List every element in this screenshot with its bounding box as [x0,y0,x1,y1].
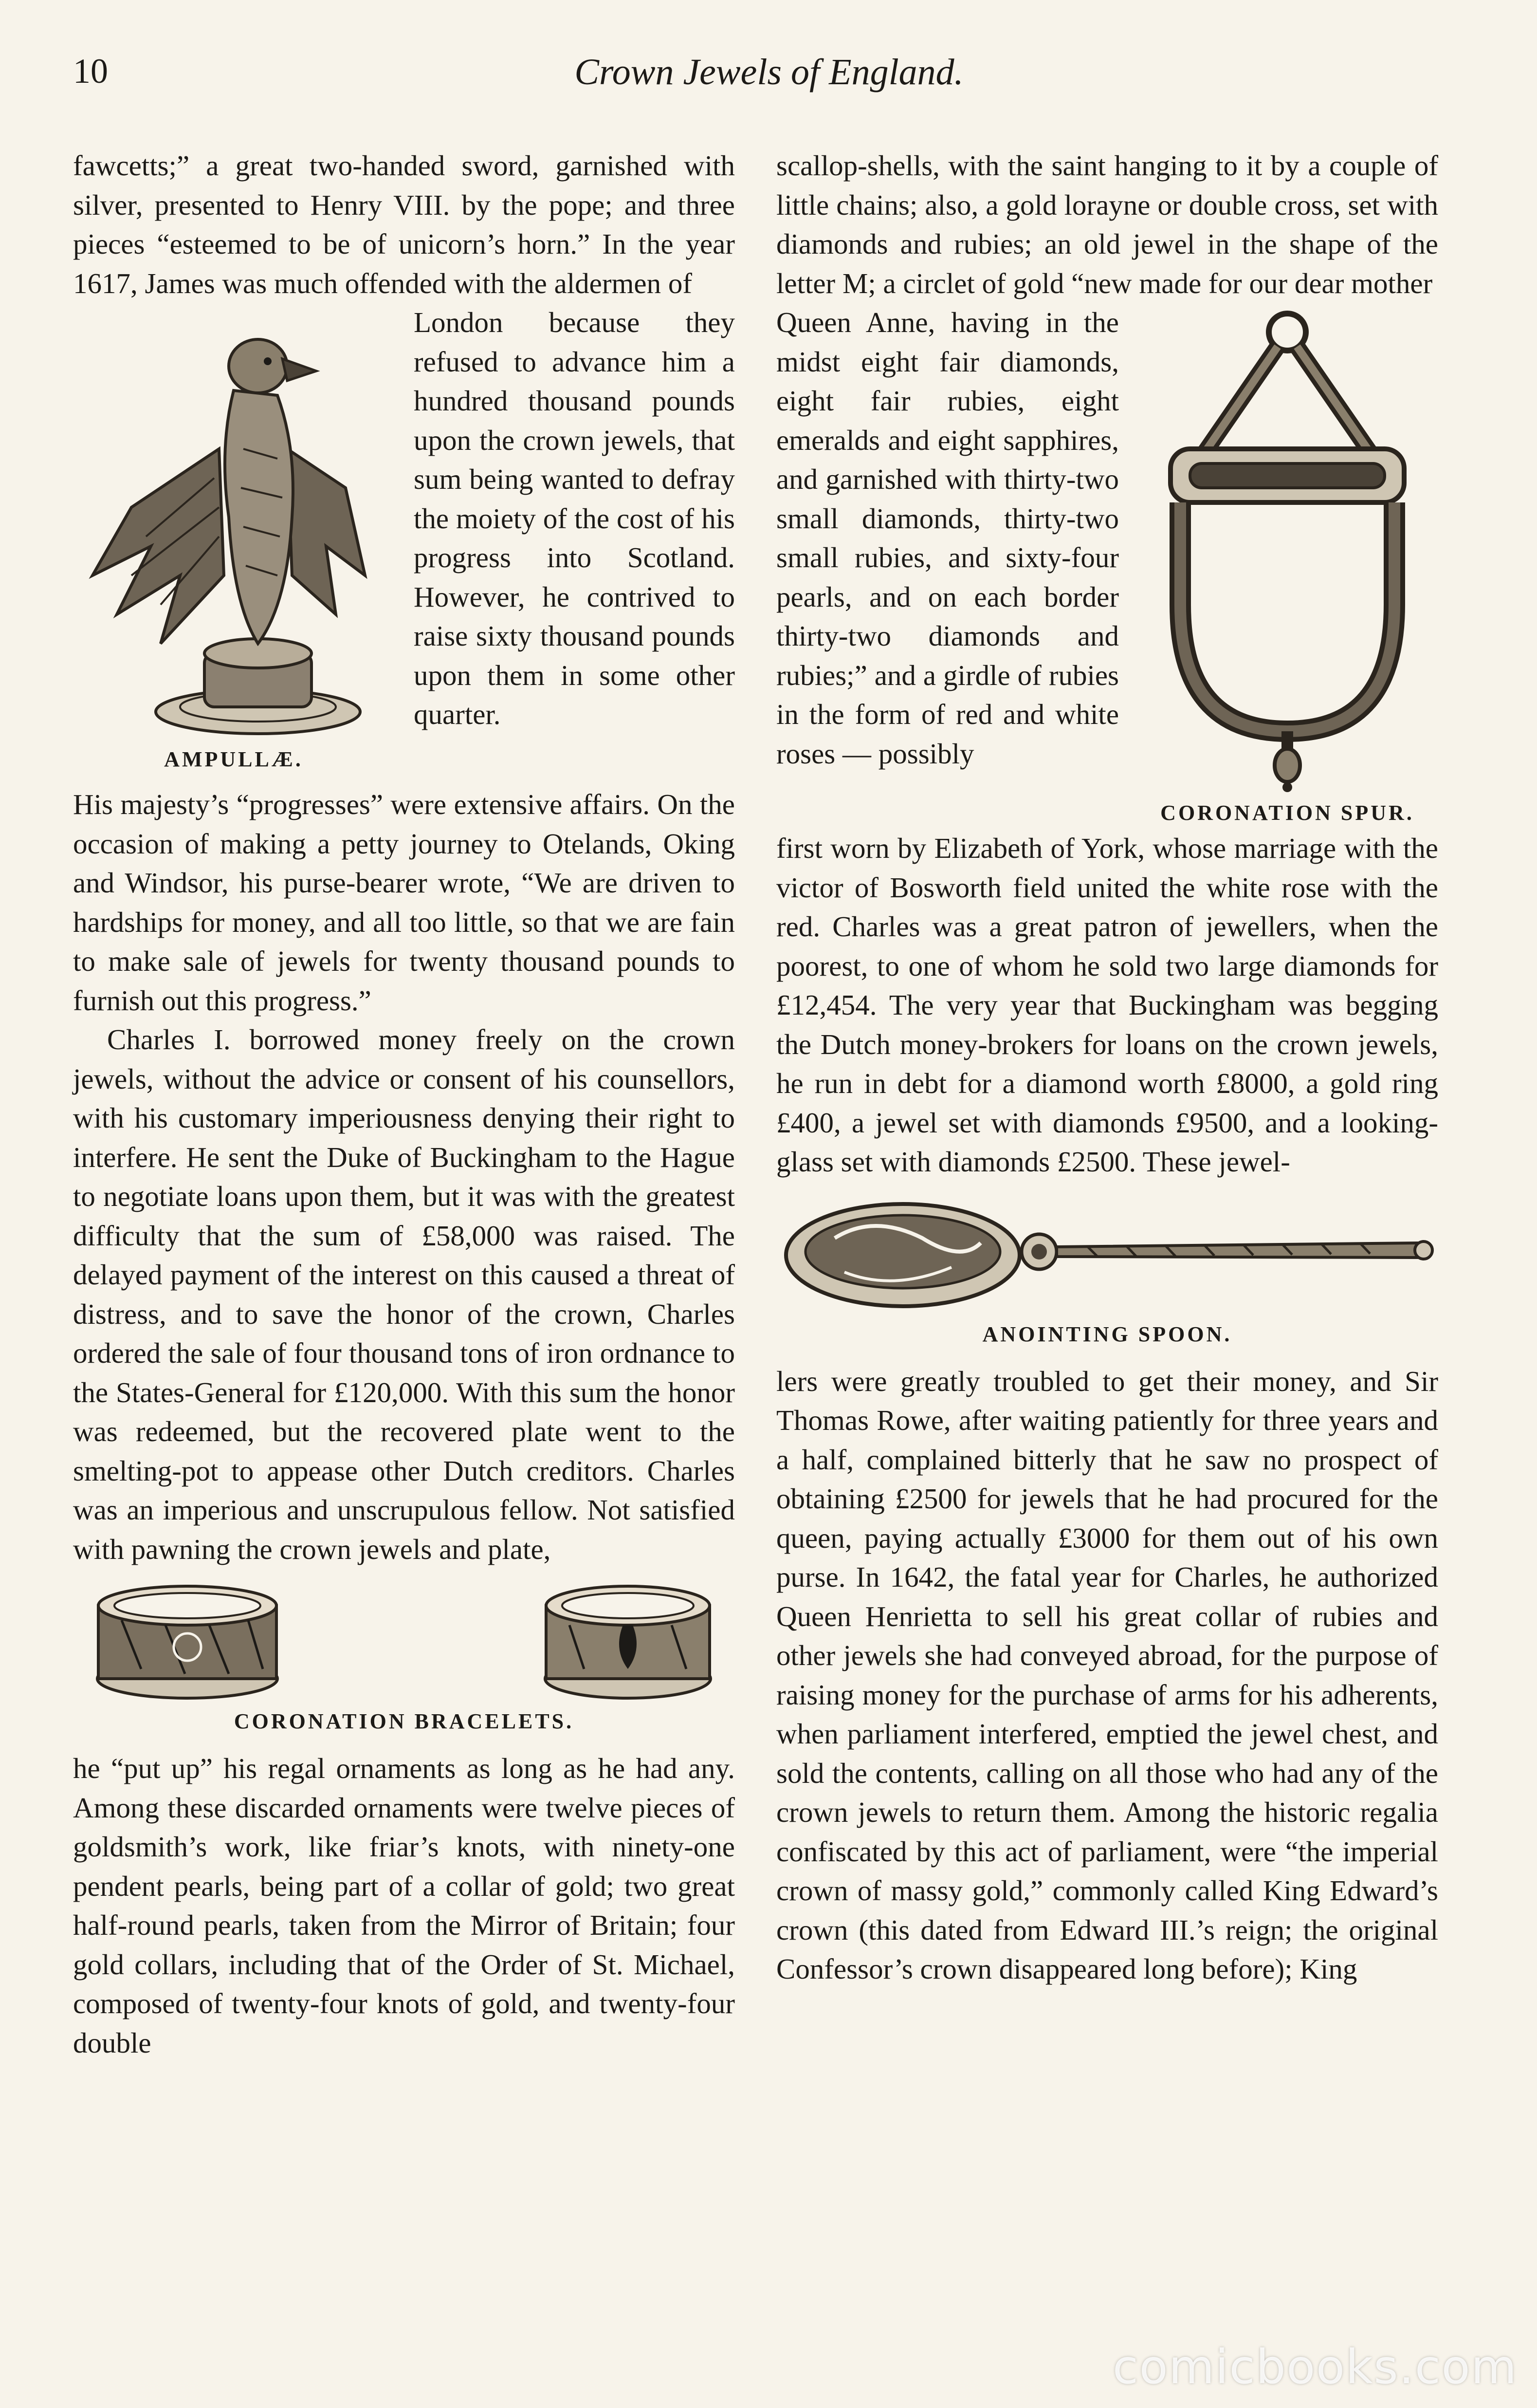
right-paragraph-2: lers were greatly troubled to get their money, and Sir Thomas Rowe, after waiting patiently for three years and a half, complained bitterly that he saw no prospect of obtaining £2500 for jewels that he had procured for the queen, paying actually £3000 for them out of his own purse. In 1642, the fatal year for Charles, he authorized Queen Henrietta to sell his great collar of rubies and other jewels she had conveyed abroad, for the purpose of raising money for the purchase of arms for his adherents, when parliament interfered, emptied the jewel chest, and sold the contents, calling on all those who had any of the crown jewels to return them. Among the historic regalia confiscated by this act of parliament, were “the imperial crown of massy gold,” commonly called King Edward’s crown (this dated from Edward III.’s reign; the original Confessor’s crown disappeared long before); King [776,1365,1438,1985]
right-paragraph-1-rest: first worn by Elizabeth of York, whose marriage with the victor of Bosworth field united the white rose with the red. Charles was a great patron of jewellers, when the poorest, to one of whom he sold two large diamonds for £12,454. The very year that Buckingham was begging the Dutch money-brokers for loans on the crown jewels, he run in debt for a diamond worth £8000, a gold ring £400, a jewel set with diamonds £9500, and a looking-glass set with diamonds £2500. These jewel- [776,832,1438,1178]
left-paragraph-2: Charles I. borrowed money freely on the crown jewels, without the advice or consent of his counsellors, with his customary imperiousness denying their right to interfere. He sent the Duke of Buckingham to the Hague to negotiate loans upon them, but it was with the greatest difficulty that the sum of £58,000 was raised. The delayed payment of the interest on this caused a threat of distress, and to save the honor of the crown, Charles ordered the sale of four thousand tons of iron ordnance to the States-General for £120,000. With this sum the honor was redeemed, but the recovered plate went to the smelting-pot to appease other Dutch creditors. Charles was an imperious and unscrupulous fellow. Not satisfied with pawning the crown jewels and plate, [73,1023,735,1565]
left-paragraph-1-wrap: London because they refused to advance him a hundred thousand pounds upon the crown jewels, that sum being wanted to defray the moiety of the cost of his progress into Scotland. However, he contrived to raise sixty thousand pounds upon them in some other quarter. [414,306,735,730]
coronation-bracelets-caption: CORONATION BRACELETS. [234,1709,574,1733]
coronation-spur-illustration [1136,303,1438,795]
coronation-bracelets-figure [73,1581,735,1735]
running-title: Crown Jewels of England. [574,52,964,93]
page-number: 10 [73,52,108,91]
right-paragraph-1-top: scallop-shells, with the saint hanging to it by a couple of little chains; also, a gold lorayne or double cross, set with diamonds and rubies; an old jewel in the shape of the letter M; a circlet of gold “new made for our dear mother [776,149,1438,299]
left-column [73,146,735,2062]
coronation-spur-caption: CORONATION SPUR. [1160,801,1414,825]
right-paragraph-1-wrap: Queen Anne, having in the midst eight fair diamonds, eight fair rubies, eight emeralds and eight sapphires, and garnished with thirty-two small diamonds, thirty-two small rubies, and sixty-four pearls, and on each border thirty-two diamonds and rubies;” and a girdle of rubies in the form of red and white roses — possibly [776,306,1119,770]
left-paragraph-1-rest: His majesty’s “progresses” were extensive affairs. On the occasion of making a petty journey to Otelands, Oking and Windsor, his purse-bearer wrote, “We are driven to hardships for money, and all too little, so that we are fain to make sale of jewels for twenty thousand pounds to furnish out this progress.” [73,788,735,1017]
ampullae-figure [73,303,394,785]
left-paragraph-1-top: fawcetts;” a great two-handed sword, garnished with silver, presented to Henry VIII. by the pope; and three pieces “esteemed to be of unicorn’s horn.” In the year 1617, James was much offended with the aldermen of [73,149,735,299]
ampulla-eagle-illustration [73,303,394,741]
anointing-spoon-caption: ANOINTING SPOON. [982,1322,1232,1346]
left-paragraph-3: he “put up” his regal ornaments as long as he had any. Among these discarded ornaments were twelve pieces of goldsmith’s work, like friar’s knots, with ninety-one pendent pearls, being part of a collar of gold; two great half-round pearls, taken from the Mirror of Britain; four gold collars, including that of the Order of St. Michael, composed of twenty-four knots of gold, and twenty-four double [73,1752,735,2059]
anointing-spoon-figure [776,1194,1438,1348]
watermark: comicbooks.com [1112,2340,1518,2394]
bracelet-right-illustration [540,1581,715,1703]
page-header [73,51,1465,114]
bracelet-left-illustration [92,1581,282,1703]
right-column [776,146,1438,1989]
ampullae-caption: AMPULLÆ. [164,747,303,771]
coronation-spur-figure [1136,303,1438,829]
anointing-spoon-illustration [776,1194,1438,1316]
